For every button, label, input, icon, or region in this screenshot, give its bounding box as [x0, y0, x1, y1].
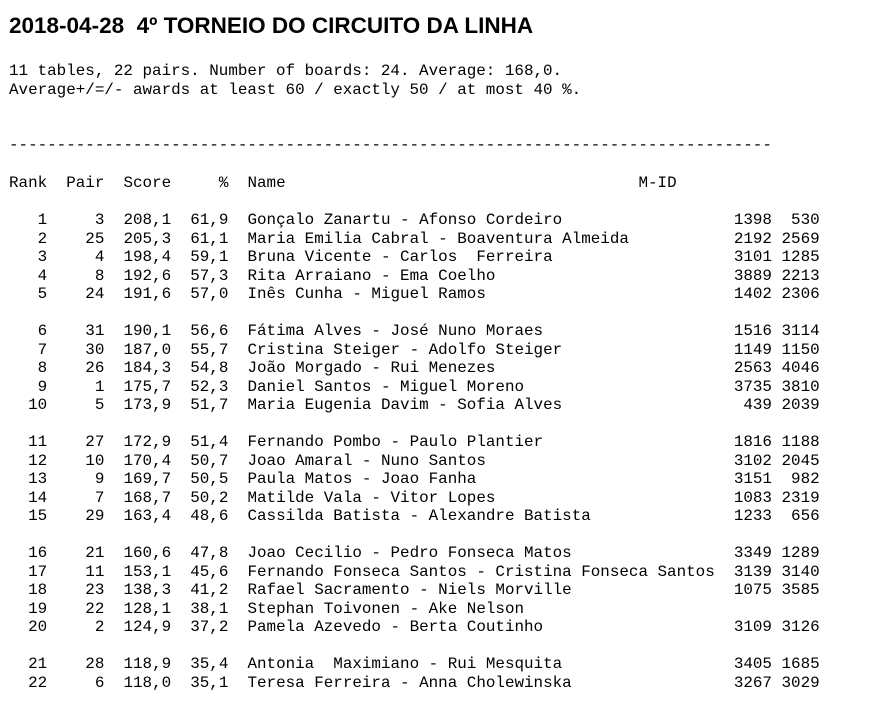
rank-cell: 11 [9, 433, 48, 451]
name-cell: Joao Cecilio - Pedro Fonseca Matos [247, 544, 725, 562]
pair-cell: 28 [56, 655, 105, 673]
score-cell: 170,4 [123, 451, 172, 470]
member-id-cell: 3114 [781, 322, 820, 340]
header-pair: Pair [66, 174, 105, 192]
percent-cell: 61,1 [180, 229, 229, 248]
rank-cell: 10 [9, 396, 48, 414]
name-cell: Cassilda Batista - Alexandre Batista [247, 507, 725, 525]
table-row [9, 655, 820, 674]
member-id-cell: 1516 [733, 322, 772, 340]
name-cell: Bruna Vicente - Carlos Ferreira [247, 248, 725, 266]
table-row [9, 378, 820, 397]
pair-cell: 2 [56, 618, 105, 636]
member-id-cell: 3735 [733, 377, 772, 396]
score-cell: 190,1 [123, 322, 172, 340]
table-row [9, 674, 820, 693]
pair-cell: 4 [56, 248, 105, 266]
pair-cell: 8 [56, 266, 105, 285]
name-cell: Teresa Ferreira - Anna Cholewinska [247, 673, 725, 692]
table-row [9, 470, 820, 489]
table-row [9, 581, 820, 600]
score-cell: 128,1 [123, 599, 172, 618]
score-cell: 187,0 [123, 340, 172, 359]
score-cell: 191,6 [123, 285, 172, 303]
table-row [9, 618, 820, 637]
member-id-cell: 656 [781, 507, 820, 525]
member-id-cell: 2039 [781, 396, 820, 414]
rank-cell: 5 [9, 285, 48, 303]
percent-cell: 47,8 [180, 544, 229, 562]
rank-cell: 3 [9, 248, 48, 266]
rank-cell: 4 [9, 266, 48, 285]
name-cell: Rita Arraiano - Ema Coelho [247, 266, 725, 285]
score-cell: 198,4 [123, 248, 172, 266]
table-row [9, 322, 820, 341]
score-cell: 184,3 [123, 359, 172, 377]
score-cell: 124,9 [123, 618, 172, 636]
results-table [9, 211, 820, 692]
member-id-cell: 1150 [781, 340, 820, 359]
member-id-cell: 3151 [733, 470, 772, 488]
pair-cell: 5 [56, 396, 105, 414]
member-id-cell: 1075 [733, 581, 772, 599]
table-row [9, 507, 820, 526]
header-name: Name [247, 174, 286, 192]
member-id-cell: 982 [781, 470, 820, 488]
percent-cell: 57,0 [180, 285, 229, 303]
pair-cell: 24 [56, 285, 105, 303]
name-cell: João Morgado - Rui Menezes [247, 359, 725, 377]
rank-cell: 18 [9, 581, 48, 599]
member-id-cell: 1285 [781, 248, 820, 266]
score-cell: 192,6 [123, 266, 172, 285]
score-cell: 168,7 [123, 488, 172, 507]
score-cell: 160,6 [123, 544, 172, 562]
name-cell: Stephan Toivonen - Ake Nelson [247, 599, 725, 618]
name-cell: Fátima Alves - José Nuno Moraes [247, 322, 725, 340]
group-spacer [9, 304, 820, 323]
pair-cell: 3 [56, 211, 105, 229]
rank-cell: 13 [9, 470, 48, 488]
name-cell: Rafael Sacramento - Niels Morville [247, 581, 725, 599]
pair-cell: 6 [56, 673, 105, 692]
pair-cell: 11 [56, 562, 105, 581]
member-id-cell: 1083 [733, 488, 772, 507]
rank-cell: 16 [9, 544, 48, 562]
percent-cell: 50,2 [180, 488, 229, 507]
table-row [9, 396, 820, 415]
percent-cell: 54,8 [180, 359, 229, 377]
member-id-cell: 4046 [781, 359, 820, 377]
member-id-cell: 3139 [733, 562, 772, 581]
percent-cell: 51,7 [180, 396, 229, 414]
page-title: 2018-04-28 4º TORNEIO DO CIRCUITO DA LINHA [9, 13, 534, 38]
name-cell: Matilde Vala - Vitor Lopes [247, 488, 725, 507]
header-percent: % [218, 174, 229, 192]
percent-cell: 55,7 [180, 340, 229, 359]
score-cell: 173,9 [123, 396, 172, 414]
name-cell: Joao Amaral - Nuno Santos [247, 451, 725, 470]
percent-cell: 61,9 [180, 211, 229, 229]
table-row [9, 544, 820, 563]
member-id-cell: 1402 [733, 285, 772, 303]
name-cell: Fernando Fonseca Santos - Cristina Fonseca Santos [247, 562, 725, 581]
pair-cell: 22 [56, 599, 105, 618]
score-cell: 169,7 [123, 470, 172, 488]
percent-cell: 56,6 [180, 322, 229, 340]
rank-cell: 9 [9, 377, 48, 396]
score-cell: 138,3 [123, 581, 172, 599]
table-row [9, 267, 820, 286]
name-cell: Pamela Azevedo - Berta Coutinho [247, 618, 725, 636]
member-id-cell: 1188 [781, 433, 820, 451]
member-id-cell [782, 600, 820, 618]
pair-cell: 23 [56, 581, 105, 599]
member-id-cell: 1289 [781, 544, 820, 562]
member-id-cell: 3810 [781, 377, 820, 396]
table-row [9, 452, 820, 471]
table-row [9, 341, 820, 360]
member-id-cell: 3889 [733, 266, 772, 285]
pair-cell: 10 [56, 451, 105, 470]
member-id-cell: 2319 [781, 488, 820, 507]
info-line: Average+/=/- awards at least 60 / exactly 50 / at most 40 %. [9, 80, 582, 99]
pair-cell: 26 [56, 359, 105, 377]
rank-cell: 22 [9, 673, 48, 692]
name-cell: Fernando Pombo - Paulo Plantier [247, 433, 725, 451]
table-row [9, 433, 820, 452]
member-id-cell: 3140 [781, 562, 820, 581]
member-id-cell: 1149 [733, 340, 772, 359]
member-id-cell: 3109 [733, 618, 772, 636]
table-row [9, 248, 820, 267]
member-id-cell: 3349 [733, 544, 772, 562]
rank-cell: 8 [9, 359, 48, 377]
rank-cell: 1 [9, 211, 48, 229]
member-id-cell [734, 600, 772, 618]
rank-cell: 2 [9, 229, 48, 248]
percent-cell: 37,2 [180, 618, 229, 636]
score-cell: 172,9 [123, 433, 172, 451]
percent-cell: 50,5 [180, 470, 229, 488]
name-cell: Gonçalo Zanartu - Afonso Cordeiro [247, 211, 725, 229]
rank-cell: 17 [9, 562, 48, 581]
member-id-cell: 3405 [733, 655, 772, 673]
name-cell: Paula Matos - Joao Fanha [247, 470, 725, 488]
pair-cell: 1 [56, 377, 105, 396]
group-spacer [9, 637, 820, 656]
percent-cell: 51,4 [180, 433, 229, 451]
member-id-cell: 2569 [781, 229, 820, 248]
score-cell: 118,0 [123, 673, 172, 692]
member-id-cell: 3267 [733, 673, 772, 692]
score-cell: 153,1 [123, 562, 172, 581]
name-cell: Inês Cunha - Miguel Ramos [247, 285, 725, 303]
pair-cell: 25 [56, 229, 105, 248]
member-id-cell: 1816 [733, 433, 772, 451]
rank-cell: 20 [9, 618, 48, 636]
score-cell: 205,3 [123, 229, 172, 248]
member-id-cell: 3029 [781, 673, 820, 692]
table-row [9, 285, 820, 304]
member-id-cell: 2306 [781, 285, 820, 303]
pair-cell: 27 [56, 433, 105, 451]
member-id-cell: 530 [781, 211, 820, 229]
score-cell: 208,1 [123, 211, 172, 229]
pair-cell: 21 [56, 544, 105, 562]
pair-cell: 7 [56, 488, 105, 507]
table-row [9, 359, 820, 378]
rank-cell: 7 [9, 340, 48, 359]
member-id-cell: 439 [733, 396, 772, 414]
member-id-cell: 1685 [781, 655, 820, 673]
percent-cell: 35,4 [180, 655, 229, 673]
pair-cell: 30 [56, 340, 105, 359]
rank-cell: 12 [9, 451, 48, 470]
pair-cell: 9 [56, 470, 105, 488]
info-line: 11 tables, 22 pairs. Number of boards: 24. Average: 168,0. [9, 62, 563, 80]
member-id-cell: 2563 [733, 359, 772, 377]
member-id-cell: 3102 [733, 451, 772, 470]
header-mid: M-ID [638, 174, 677, 192]
member-id-cell: 2213 [781, 266, 820, 285]
table-row [9, 600, 820, 619]
percent-cell: 50,7 [180, 451, 229, 470]
member-id-cell: 1233 [733, 507, 772, 525]
table-row [9, 230, 820, 249]
header-score: Score [123, 174, 172, 192]
table-header [9, 174, 677, 193]
score-cell: 175,7 [123, 377, 172, 396]
percent-cell: 59,1 [180, 248, 229, 266]
header-rank: Rank [9, 174, 48, 192]
rank-cell: 19 [9, 599, 48, 618]
percent-cell: 57,3 [180, 266, 229, 285]
rank-cell: 6 [9, 322, 48, 340]
table-row [9, 563, 820, 582]
name-cell: Daniel Santos - Miguel Moreno [247, 377, 725, 396]
percent-cell: 52,3 [180, 377, 229, 396]
rank-cell: 15 [9, 507, 48, 525]
table-row [9, 489, 820, 508]
member-id-cell: 1398 [733, 211, 772, 229]
score-cell: 118,9 [123, 655, 172, 673]
member-id-cell: 2045 [781, 451, 820, 470]
pair-cell: 31 [56, 322, 105, 340]
name-cell: Maria Eugenia Davim - Sofia Alves [247, 396, 725, 414]
percent-cell: 35,1 [180, 673, 229, 692]
name-cell: Antonia Maximiano - Rui Mesquita [247, 655, 725, 673]
member-id-cell: 3101 [733, 248, 772, 266]
member-id-cell: 3585 [781, 581, 820, 599]
separator-line: -------------------------------------------------------------------------------- [9, 136, 772, 154]
member-id-cell: 3126 [781, 618, 820, 636]
score-cell: 163,4 [123, 507, 172, 525]
percent-cell: 48,6 [180, 507, 229, 525]
rank-cell: 21 [9, 655, 48, 673]
rank-cell: 14 [9, 488, 48, 507]
table-row [9, 211, 820, 230]
group-spacer [9, 526, 820, 545]
pair-cell: 29 [56, 507, 105, 525]
name-cell: Cristina Steiger - Adolfo Steiger [247, 340, 725, 359]
percent-cell: 41,2 [180, 581, 229, 599]
percent-cell: 45,6 [180, 562, 229, 581]
tournament-info [9, 62, 581, 99]
name-cell: Maria Emilia Cabral - Boaventura Almeida [247, 229, 725, 248]
group-spacer [9, 415, 820, 434]
percent-cell: 38,1 [180, 599, 229, 618]
member-id-cell: 2192 [733, 229, 772, 248]
